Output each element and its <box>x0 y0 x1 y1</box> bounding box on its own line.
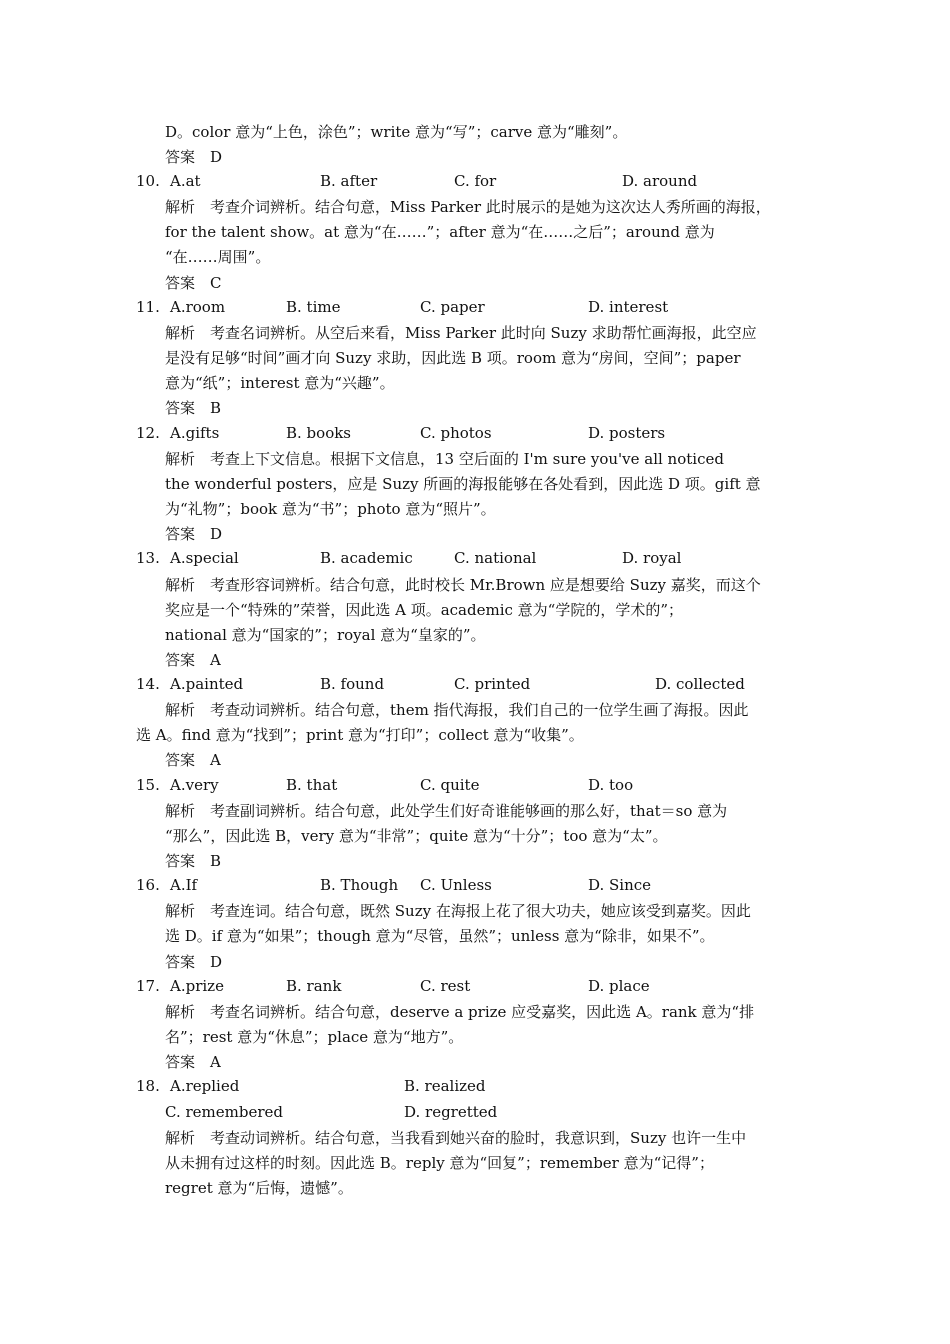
analysis-line: 为“礼物”；book 意为“书”；photo 意为“照片”。 <box>165 500 496 518</box>
option-a: A.at <box>170 172 201 190</box>
answer-line: 答案 D <box>165 525 223 543</box>
answer-line: 答案 A <box>165 751 221 769</box>
question-number: 16. <box>136 876 160 894</box>
option-a: A.special <box>170 549 239 567</box>
answer-line: 答案 B <box>165 399 222 417</box>
analysis-line: D。color 意为“上色，涂色”；write 意为“写”；carve 意为“雕刻”。 <box>165 123 628 141</box>
option-d: D. royal <box>622 549 682 567</box>
option-d: D. place <box>588 977 650 995</box>
analysis-line: 解析 考查名词辨析。结合句意，deserve a prize 应受嘉奖，因此选 A。rank 意为“排 <box>165 1003 755 1021</box>
option-d: D. Since <box>588 876 652 894</box>
option-a: A.room <box>170 298 226 316</box>
option-c: C. for <box>454 172 497 190</box>
option-a: A.replied <box>170 1077 240 1095</box>
option-b: B. Though <box>320 876 399 894</box>
answer-line: 答案 C <box>165 274 222 292</box>
analysis-line: for the talent show。at 意为“在……”；after 意为“在……之后”；around 意为 <box>165 223 715 241</box>
option-b: B. books <box>286 424 352 442</box>
analysis-line: national 意为“国家的”；royal 意为“皇家的”。 <box>165 626 486 644</box>
analysis-line: 选 D。if 意为“如果”；though 意为“尽管，虽然”；unless 意为“除非，如果不”。 <box>165 927 715 945</box>
option-d: D. regretted <box>404 1103 498 1121</box>
option-c: C. Unless <box>420 876 492 894</box>
analysis-line: 解析 考查连词。结合句意，既然 Suzy 在海报上花了很大功夫，她应该受到嘉奖。因此 <box>165 902 751 920</box>
analysis-line: 解析 考查动词辨析。结合句意，当我看到她兴奋的脸时，我意识到，Suzy 也许一生中 <box>165 1129 747 1147</box>
option-b: B. that <box>286 776 338 794</box>
analysis-line: 选 A。find 意为“找到”；print 意为“打印”；collect 意为“收集”。 <box>136 726 584 744</box>
option-c: C. remembered <box>165 1103 283 1121</box>
answer-line: 答案 B <box>165 852 222 870</box>
option-b: B. time <box>286 298 341 316</box>
analysis-line: regret 意为“后悔，遗憾”。 <box>165 1179 353 1197</box>
option-d: D. around <box>622 172 698 190</box>
analysis-line: 解析 考查形容词辨析。结合句意，此时校长 Mr.Brown 应是想要给 Suzy 嘉奖，而这个 <box>165 576 761 594</box>
question-number: 10. <box>136 172 160 190</box>
option-a: A.prize <box>170 977 224 995</box>
question-number: 17. <box>136 977 160 995</box>
analysis-line: 解析 考查副词辨析。结合句意，此处学生们好奇谁能够画的那么好，that＝so 意为 <box>165 802 728 820</box>
question-number: 13. <box>136 549 160 567</box>
analysis-line: 名”；rest 意为“休息”；place 意为“地方”。 <box>165 1028 464 1046</box>
question-number: 14. <box>136 675 160 693</box>
analysis-line: “那么”，因此选 B，very 意为“非常”；quite 意为“十分”；too 意为“太”。 <box>165 827 668 845</box>
option-c: C. paper <box>420 298 485 316</box>
option-b: B. academic <box>320 549 413 567</box>
question-number: 12. <box>136 424 160 442</box>
analysis-line: 奖应是一个“特殊的”荣誉，因此选 A 项。academic 意为“学院的，学术的”； <box>165 601 684 619</box>
analysis-line: the wonderful posters，应是 Suzy 所画的海报能够在各处看到，因此选 D 项。gift 意 <box>165 475 761 493</box>
option-a: A.If <box>170 876 198 894</box>
option-c: C. rest <box>420 977 471 995</box>
option-d: D. too <box>588 776 634 794</box>
question-number: 11. <box>136 298 160 316</box>
option-d: D. interest <box>588 298 669 316</box>
option-d: D. collected <box>655 675 745 693</box>
analysis-line: 是没有足够“时间”画才向 Suzy 求助，因此选 B 项。room 意为“房间，空间”；paper <box>165 349 741 367</box>
option-d: D. posters <box>588 424 666 442</box>
option-b: B. rank <box>286 977 342 995</box>
option-c: C. quite <box>420 776 480 794</box>
option-a: A.very <box>170 776 219 794</box>
answer-line: 答案 D <box>165 148 223 166</box>
answer-line: 答案 A <box>165 1053 221 1071</box>
analysis-line: 解析 考查介词辨析。结合句意，Miss Parker 此时展示的是她为这次达人秀所画的海报， <box>165 198 771 216</box>
answer-line: 答案 D <box>165 953 223 971</box>
option-a: A.gifts <box>170 424 220 442</box>
option-c: C. printed <box>454 675 531 693</box>
option-c: C. photos <box>420 424 492 442</box>
analysis-line: “在……周围”。 <box>165 248 271 266</box>
analysis-line: 解析 考查上下文信息。根据下文信息，13 空后面的 I'm sure you've all noticed <box>165 450 724 468</box>
analysis-line: 解析 考查动词辨析。结合句意，them 指代海报，我们自己的一位学生画了海报。因此 <box>165 701 749 719</box>
answer-line: 答案 A <box>165 651 221 669</box>
option-b: B. realized <box>404 1077 486 1095</box>
analysis-line: 从未拥有过这样的时刻。因此选 B。reply 意为“回复”；remember 意为“记得”； <box>165 1154 714 1172</box>
option-a: A.painted <box>170 675 244 693</box>
question-number: 18. <box>136 1077 160 1095</box>
analysis-line: 意为“纸”；interest 意为“兴趣”。 <box>165 374 395 392</box>
option-b: B. after <box>320 172 378 190</box>
question-number: 15. <box>136 776 160 794</box>
option-b: B. found <box>320 675 385 693</box>
analysis-line: 解析 考查名词辨析。从空后来看，Miss Parker 此时向 Suzy 求助帮忙画海报，此空应 <box>165 324 757 342</box>
option-c: C. national <box>454 549 537 567</box>
